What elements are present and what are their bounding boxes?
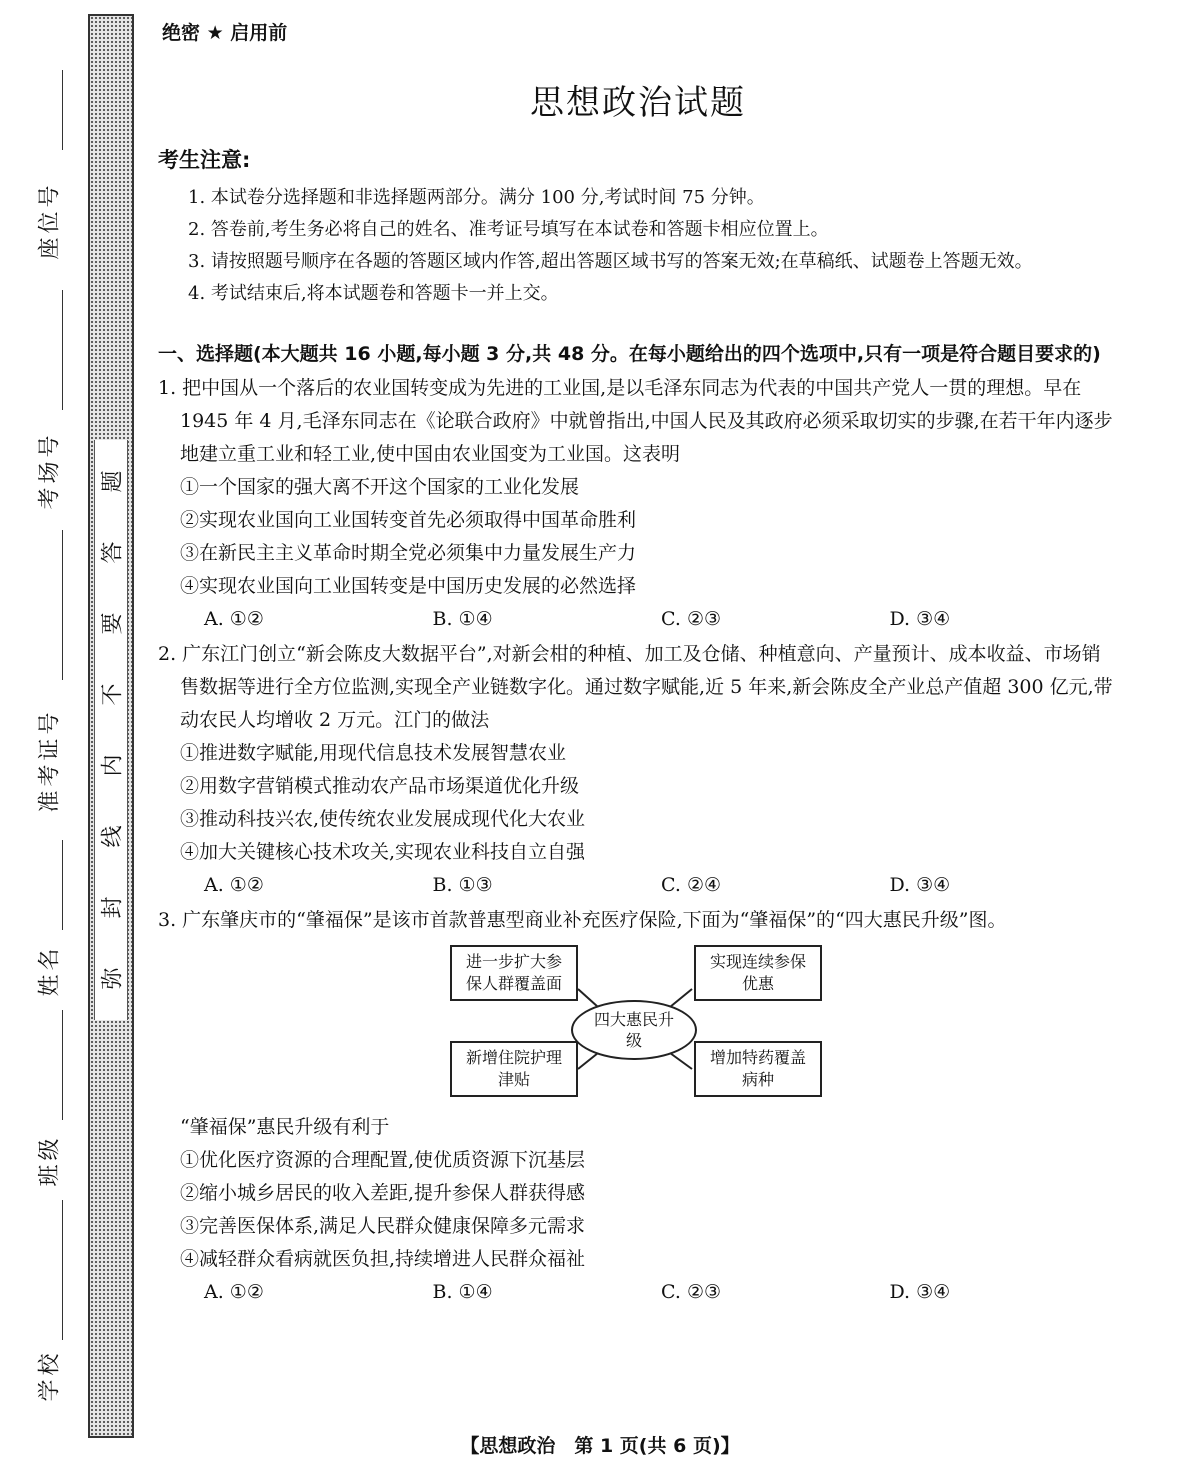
diagram-box-special-drugs: 增加特药覆盖病种 — [694, 1041, 822, 1097]
choice-a: A. ①② — [204, 874, 264, 896]
question-2 — [158, 638, 1118, 902]
question-option: ②缩小城乡居民的收入差距,提升参保人群获得感 — [180, 1182, 586, 1204]
exam-room-field: 考场号 — [37, 430, 63, 510]
question-option: ④减轻群众看病就医负担,持续增进人民群众福祉 — [180, 1248, 586, 1270]
choice-d: D. ③④ — [889, 608, 951, 630]
choice-c: C. ②③ — [661, 1281, 722, 1303]
question-option: ①优化医疗资源的合理配置,使优质资源下沉基层 — [180, 1149, 586, 1171]
candidate-notice — [158, 144, 1118, 310]
choice-b: B. ①④ — [432, 1281, 493, 1303]
field-line — [62, 530, 63, 680]
choice-c: C. ②④ — [661, 874, 722, 896]
page-footer: 【思想政治 第 1 页(共 6 页)】 — [460, 1435, 740, 1457]
seal-char: 答 — [100, 541, 126, 564]
field-line — [62, 1010, 63, 1120]
notice-item: 4. 考试结束后,将本试题卷和答题卡一并上交。 — [188, 283, 559, 304]
choice-c: C. ②③ — [661, 608, 722, 630]
question-option: ②实现农业国向工业国转变首先必须取得中国革命胜利 — [180, 509, 637, 531]
choice-d: D. ③④ — [889, 874, 951, 896]
question-1 — [158, 372, 1118, 636]
exam-content — [158, 14, 1118, 1309]
choice-a: A. ①② — [204, 1281, 264, 1303]
admission-number-field: 准考证号 — [37, 707, 63, 813]
field-line — [62, 290, 63, 410]
answer-choices — [158, 869, 1118, 902]
question-option: ④加大关键核心技术攻关,实现农业科技自立自强 — [180, 841, 586, 863]
seal-char: 题 — [100, 470, 126, 493]
answer-choices — [158, 1276, 1118, 1309]
question-option: ③在新民主主义革命时期全党必须集中力量发展生产力 — [180, 542, 637, 564]
seal-char: 不 — [100, 683, 126, 706]
choice-b: B. ①③ — [432, 874, 493, 896]
question-option: ①一个国家的强大离不开这个国家的工业化发展 — [180, 476, 580, 498]
question-option: ④实现农业国向工业国转变是中国历史发展的必然选择 — [180, 575, 637, 597]
diagram-box-continuous: 实现连续参保优惠 — [694, 945, 822, 1001]
class-field: 班级 — [37, 1133, 63, 1187]
field-line — [62, 70, 63, 150]
name-field: 姓名 — [37, 943, 63, 997]
secret-label: 绝密 ★ 启用前 — [162, 22, 288, 44]
notice-item: 3. 请按照题号顺序在各题的答题区域内作答,超出答题区域书写的答案无效;在草稿纸、试题卷上答题无效。 — [188, 251, 1033, 272]
notice-heading: 考生注意: — [158, 148, 251, 172]
seal-notice — [94, 440, 128, 1020]
section-heading: 一、选择题(本大题共 16 小题,每小题 3 分,共 48 分。在每小题给出的四个选项中,只有一项是符合题目要求的) — [158, 343, 1101, 365]
diagram-center: 四大惠民升级 — [571, 1000, 697, 1060]
answer-choices — [158, 603, 1118, 636]
question-stem: 1. 把中国从一个落后的农业国转变成为先进的工业国,是以毛泽东同志为代表的中国共产党人一贯的理想。早在 1945 年 4 月,毛泽东同志在《论联合政府》中就曾指出,中国人民及其政府必须采取切实的步骤,在若干年内逐步地建立重工业和轻工业,使中国由农业国变为工业国。这表明 — [158, 377, 1113, 465]
choice-d: D. ③④ — [889, 1281, 951, 1303]
page-title: 思想政治试题 — [530, 83, 746, 123]
benefit-upgrade-diagram — [158, 945, 1118, 1105]
seal-char: 内 — [100, 754, 126, 777]
question-option: ①推进数字赋能,用现代信息技术发展智慧农业 — [180, 742, 567, 764]
notice-item: 1. 本试卷分选择题和非选择题两部分。满分 100 分,考试时间 75 分钟。 — [188, 187, 765, 208]
field-line — [62, 1200, 63, 1340]
choice-b: B. ①④ — [432, 608, 493, 630]
diagram-box-coverage: 进一步扩大参保人群覆盖面 — [450, 945, 578, 1001]
seal-char: 线 — [100, 825, 126, 848]
notice-item: 2. 答卷前,考生务必将自己的姓名、准考证号填写在本试卷和答题卡相应位置上。 — [188, 219, 829, 240]
question-option: ②用数字营销模式推动农产品市场渠道优化升级 — [180, 775, 580, 797]
school-field: 学校 — [37, 1348, 63, 1402]
seal-char: 弥 — [100, 967, 126, 990]
question-option: ③推动科技兴农,使传统农业发展成现代化大农业 — [180, 808, 586, 830]
choice-a: A. ①② — [204, 608, 264, 630]
diagram-box-nursing: 新增住院护理津贴 — [450, 1041, 578, 1097]
question-option: ③完善医保体系,满足人民群众健康保障多元需求 — [180, 1215, 586, 1237]
field-line — [62, 840, 63, 930]
question-lead: “肇福保”惠民升级有利于 — [180, 1116, 390, 1138]
question-stem: 2. 广东江门创立“新会陈皮大数据平台”,对新会柑的种植、加工及仓储、种植意向、产量预计、成本收益、市场销售数据等进行全方位监测,实现全产业链数字化。通过数字赋能,近 5 年来,新会陈皮全产业总产值超 300 亿元,带动农民人均增收 2 万元。江门的做法 — [158, 643, 1113, 731]
seat-number-field: 座位号 — [37, 180, 63, 260]
seal-char: 要 — [100, 612, 126, 635]
question-stem: 3. 广东肇庆市的“肇福保”是该市首款普惠型商业补充医疗保险,下面为“肇福保”的“四大惠民升级”图。 — [158, 909, 1007, 931]
seal-char: 封 — [100, 896, 126, 919]
question-3 — [158, 904, 1118, 1309]
